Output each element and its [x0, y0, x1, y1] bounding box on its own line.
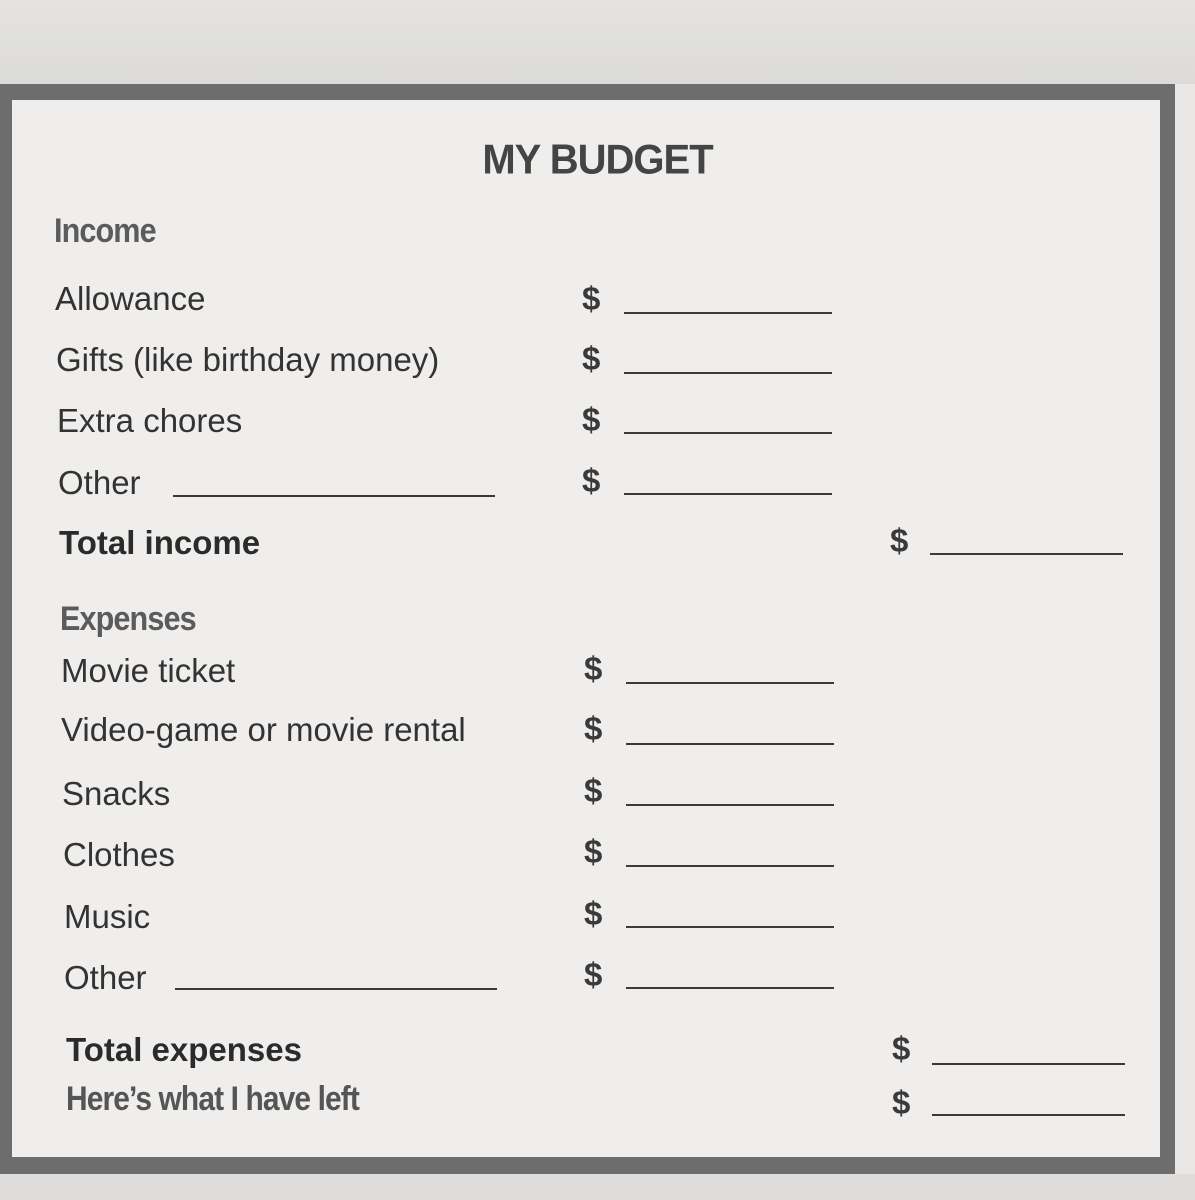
expenses-heading: Expenses — [60, 600, 196, 638]
expense-item-music-blank[interactable] — [626, 926, 834, 928]
expense-item-music-currency: $ — [584, 895, 603, 932]
expense-item-clothes-label: Clothes — [63, 836, 175, 873]
money-left-label: Here’s what I have left — [66, 1080, 359, 1118]
expense-item-rental-currency: $ — [584, 710, 603, 747]
total-income-label: Total income — [59, 524, 261, 561]
total-expenses-currency: $ — [892, 1030, 911, 1067]
expense-item-clothes-blank[interactable] — [626, 865, 834, 867]
expense-item-movie-ticket-currency: $ — [584, 650, 603, 687]
paper-background-bottom — [0, 1174, 1195, 1200]
expense-item-rental-blank[interactable] — [626, 743, 834, 745]
income-item-allowance-blank[interactable] — [624, 312, 832, 314]
income-heading: Income — [54, 212, 156, 250]
expense-item-snacks-currency: $ — [584, 772, 603, 809]
income-item-allowance-currency: $ — [582, 280, 601, 317]
income-item-allowance-label: Allowance — [55, 280, 206, 317]
expense-item-snacks-blank[interactable] — [626, 804, 834, 806]
money-left-currency: $ — [892, 1084, 911, 1121]
expense-item-other-blank[interactable] — [626, 987, 834, 989]
income-item-chores-blank[interactable] — [624, 432, 832, 434]
expense-item-other-label: Other — [64, 959, 147, 996]
worksheet-title: MY BUDGET — [482, 136, 713, 184]
money-left-blank[interactable] — [932, 1114, 1125, 1116]
expense-item-other-description-blank[interactable] — [175, 988, 497, 990]
expense-item-movie-ticket-label: Movie ticket — [61, 652, 236, 689]
total-expenses-blank[interactable] — [932, 1063, 1125, 1065]
expense-item-movie-ticket-blank[interactable] — [626, 682, 834, 684]
income-item-other-blank[interactable] — [624, 493, 832, 495]
expense-item-clothes-currency: $ — [584, 833, 603, 870]
income-item-chores-currency: $ — [582, 401, 601, 438]
paper-background-top — [0, 0, 1195, 84]
income-item-other-currency: $ — [582, 462, 601, 499]
expense-item-music-label: Music — [64, 898, 151, 935]
income-item-gifts-label: Gifts (like birthday money) — [56, 341, 440, 378]
income-item-gifts-blank[interactable] — [624, 372, 832, 374]
income-item-other-description-blank[interactable] — [173, 495, 495, 497]
income-item-gifts-currency: $ — [582, 340, 601, 377]
total-expenses-label: Total expenses — [66, 1031, 302, 1068]
income-item-chores-label: Extra chores — [57, 402, 243, 439]
expense-item-other-currency: $ — [584, 956, 603, 993]
total-income-blank[interactable] — [930, 553, 1123, 555]
expense-item-snacks-label: Snacks — [62, 775, 171, 812]
expense-item-rental-label: Video-game or movie rental — [61, 711, 466, 748]
income-item-other-label: Other — [58, 464, 141, 501]
total-income-currency: $ — [890, 522, 909, 559]
